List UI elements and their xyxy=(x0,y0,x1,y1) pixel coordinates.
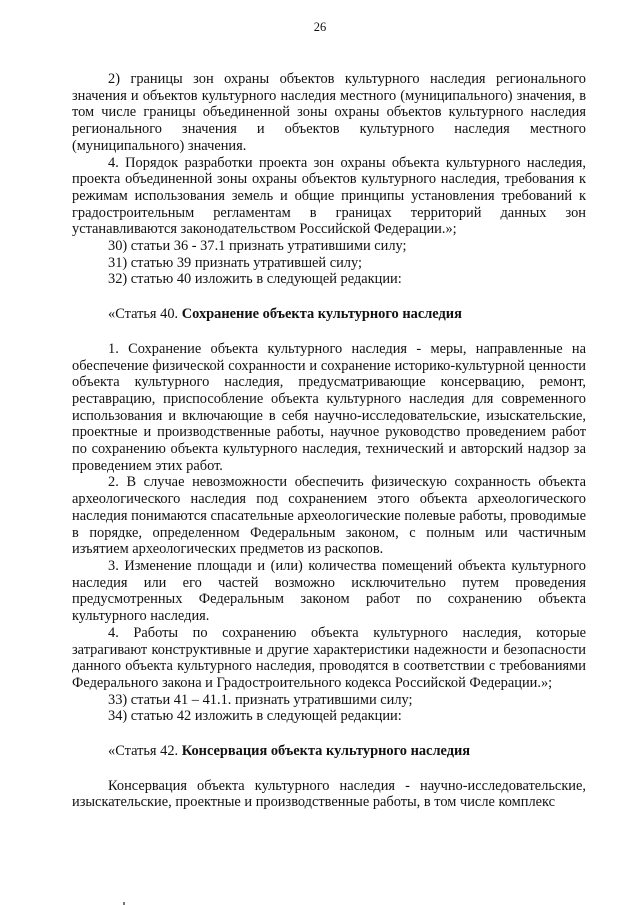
article-40-prefix: «Статья 40. xyxy=(108,306,182,323)
list-item-32: 32) статью 40 изложить в следующей редакции: xyxy=(108,271,402,288)
page-number: 26 xyxy=(313,20,327,34)
list-item-30: 30) статьи 36 - 37.1 признать утратившими силу; xyxy=(108,238,407,255)
article-42-heading xyxy=(72,743,586,760)
list-item-34: 34) статью 42 изложить в следующей редакции: xyxy=(108,708,402,725)
article-42-prefix: «Статья 42. xyxy=(108,743,182,760)
article-42-paragraph: Консервация объекта культурного наследия - научно-исследовательские, изыскательские, проектные и производственные работы, в том числе комплекс xyxy=(72,777,586,811)
list-item-33: 33) статьи 41 – 41.1. признать утратившими силу; xyxy=(108,691,413,708)
article-40-point-2: 2. В случае невозможности обеспечить физическую сохранность объекта археологического наследия под сохранением этого объекта археологического наследия понимаются спасательные археологические полевые работы, проводимые в порядке, определенном Федеральным законом, с полным или частичным изъятием археологических предметов из раскопов. xyxy=(72,474,586,558)
article-42-title: Консервация объекта культурного наследия xyxy=(181,743,471,760)
article-40-title: Сохранение объекта культурного наследия xyxy=(181,306,462,323)
list-item-31: 31) статью 39 признать утратившей силу; xyxy=(108,254,362,271)
document-body xyxy=(72,71,586,811)
article-40-point-1: 1. Сохранение объекта культурного наследия - меры, направленные на обеспечение физической сохранности и сохранение историко-культурной ценности объекта культурного наследия, предусматривающие консервацию, ремонт, реставрацию, приспособление объекта культурного наследия для современного использования и включающие в себя научно-исследовательские, изыскательские, проектные и производственные работы, научное руководство проведением работ по сохранению объекта культурного наследия, технический и авторский надзор за проведением этих работ. xyxy=(72,340,586,474)
article-40-heading xyxy=(72,306,586,323)
paragraph-point-4: 4. Порядок разработки проекта зон охраны объекта культурного наследия, проекта объединенной зоны охраны объектов культурного наследия, требования к режимам использования земель и общие принципы установления требований к градостроительным регламентам в границах территорий данных зон устанавливаются законодательством Российской Федерации.»; xyxy=(72,154,586,238)
article-40-point-3: 3. Изменение площади и (или) количества помещений объекта культурного наследия или его частей возможно исключительно путем проведения предусмотренных Федеральным законом работ по сохранению объекта культурного наследия. xyxy=(72,557,586,625)
paragraph-item-2: 2) границы зон охраны объектов культурного наследия регионального значения и объектов культурного наследия местного (муниципального) значения, в том числе границы объединенной зоны охраны объектов культурного наследия регионального значения и объектов культурного наследия местного (муниципального) значения. xyxy=(72,71,586,154)
article-40-point-4: 4. Работы по сохранению объекта культурного наследия, которые затрагивают конструктивные и другие характеристики надежности и безопасности данного объекта культурного наследия, проводятся в соответствии с требованиями Федерального закона и Градостроительного кодекса Российской Федерации.»; xyxy=(72,624,586,691)
